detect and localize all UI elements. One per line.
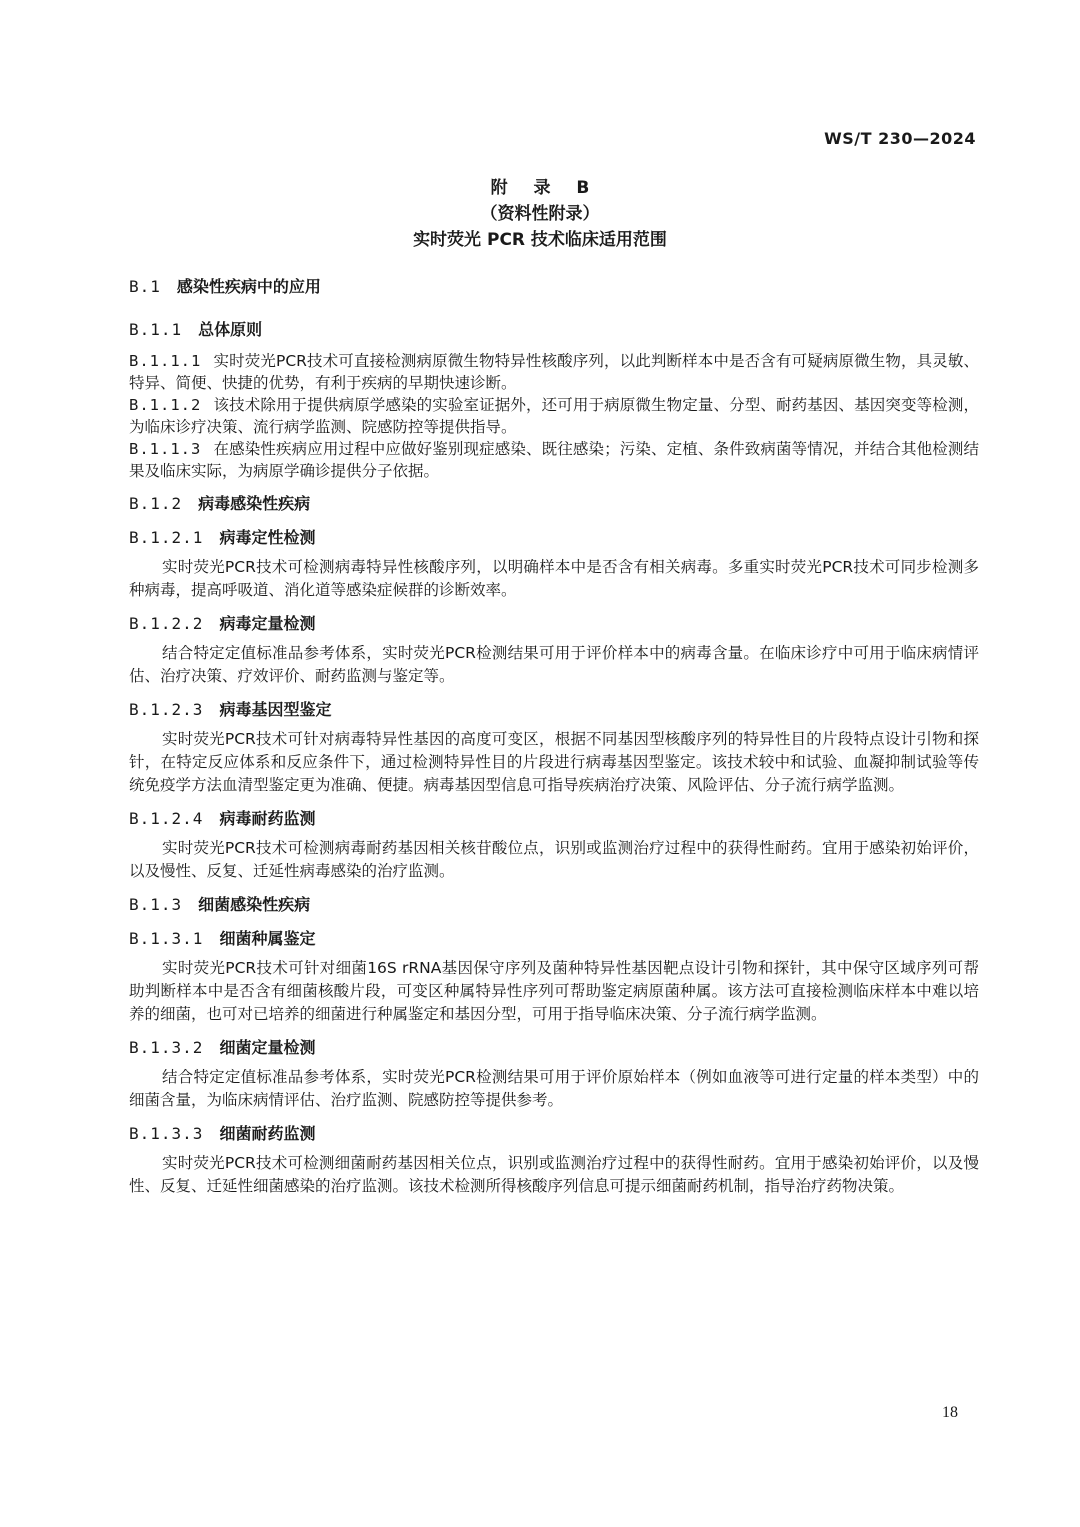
section-number: B.1.3.2 xyxy=(129,1038,204,1057)
section-title: 病毒定性检测 xyxy=(219,528,316,547)
section-number: B.1.2.3 xyxy=(129,700,204,719)
appendix-title-block xyxy=(0,175,1080,253)
section-heading-b12 xyxy=(129,490,979,518)
clause-text: 该技术除用于提供病原学感染的实验室证据外，还可用于病原微生物定量、分型、耐药基因、基因突变等检测，为临床诊疗决策、流行病学监测、院感防控等提供指导。 xyxy=(129,396,979,436)
section-title: 感染性疾病中的应用 xyxy=(176,277,321,296)
section-title: 细菌耐药监测 xyxy=(219,1124,316,1143)
standard-code: WS/T 230—2024 xyxy=(824,129,976,148)
clause-number: B.1.1.2 xyxy=(129,396,202,414)
section-title: 细菌定量检测 xyxy=(219,1038,316,1057)
section-title: 病毒耐药监测 xyxy=(219,809,316,828)
document-body xyxy=(129,272,979,1206)
appendix-title: 附 录 B xyxy=(490,178,600,198)
section-title: 细菌感染性疾病 xyxy=(198,895,311,914)
section-number: B.1.2.1 xyxy=(129,528,204,547)
page-number: 18 xyxy=(942,1404,958,1421)
clause-number: B.1.1.1 xyxy=(129,352,202,370)
section-title: 病毒定量检测 xyxy=(219,614,316,633)
paragraph-b124: 实时荧光PCR技术可检测病毒耐药基因相关核苷酸位点，识别或监测治疗过程中的获得性耐药。宜用于感染初始评价，以及慢性、反复、迁延性病毒感染的治疗监测。 xyxy=(129,839,979,880)
section-heading-b1 xyxy=(129,272,979,302)
section-heading-b121 xyxy=(129,524,979,552)
paragraph-b123: 实时荧光PCR技术可针对病毒特异性基因的高度可变区，根据不同基因型核酸序列的特异性目的片段特点设计引物和探针，在特定反应体系和反应条件下，通过检测特异性目的片段进行病毒基因型鉴定。该技术较中和试验、血凝抑制试验等传统免疫学方法血清型鉴定更为准确、便捷。病毒基因型信息可指导疾病治疗决策、风险评估、分子流行病学监测。 xyxy=(129,730,979,794)
appendix-subject: 实时荧光 PCR 技术临床适用范围 xyxy=(413,230,667,250)
section-number: B.1 xyxy=(129,277,161,296)
clause-text: 实时荧光PCR技术可直接检测病原微生物特异性核酸序列，以此判断样本中是否含有可疑病原微生物，具灵敏、特异、简便、快捷的优势，有利于疾病的早期快速诊断。 xyxy=(129,352,979,392)
section-number: B.1.2.2 xyxy=(129,614,204,633)
section-heading-b13 xyxy=(129,891,979,919)
section-title: 病毒基因型鉴定 xyxy=(219,700,332,719)
paragraph-b133: 实时荧光PCR技术可检测细菌耐药基因相关位点，识别或监测治疗过程中的获得性耐药。宜用于感染初始评价，以及慢性、反复、迁延性细菌感染的治疗监测。该技术检测所得核酸序列信息可提示细菌耐药机制，指导治疗药物决策。 xyxy=(129,1154,979,1195)
section-number: B.1.1 xyxy=(129,320,183,339)
clause-number: B.1.1.3 xyxy=(129,440,202,458)
clause-text: 在感染性疾病应用过程中应做好鉴别现症感染、既往感染；污染、定植、条件致病菌等情况，并结合其他检测结果及临床实际，为病原学确诊提供分子依据。 xyxy=(129,440,979,480)
section-heading-b122 xyxy=(129,610,979,638)
section-number: B.1.2.4 xyxy=(129,809,204,828)
section-title: 细菌种属鉴定 xyxy=(219,929,316,948)
paragraph-b121: 实时荧光PCR技术可检测病毒特异性核酸序列，以明确样本中是否含有相关病毒。多重实时荧光PCR技术可同步检测多种病毒，提高呼吸道、消化道等感染症候群的诊断效率。 xyxy=(129,558,979,599)
section-heading-b11 xyxy=(129,316,979,344)
paragraph-b132: 结合特定定值标准品参考体系，实时荧光PCR检测结果可用于评价原始样本（例如血液等可进行定量的样本类型）中的细菌含量，为临床病情评估、治疗监测、院感防控等提供参考。 xyxy=(129,1068,979,1109)
section-heading-b133 xyxy=(129,1120,979,1148)
clause-b112 xyxy=(129,394,979,438)
section-number: B.1.2 xyxy=(129,494,183,513)
section-number: B.1.3 xyxy=(129,895,183,914)
section-heading-b123 xyxy=(129,696,979,724)
section-number: B.1.3.1 xyxy=(129,929,204,948)
section-heading-b124 xyxy=(129,805,979,833)
appendix-type: （资料性附录） xyxy=(480,204,600,224)
section-number: B.1.3.3 xyxy=(129,1124,204,1143)
paragraph-b131: 实时荧光PCR技术可针对细菌16S rRNA基因保守序列及菌种特异性基因靶点设计引物和探针，其中保守区域序列可帮助判断样本中是否含有细菌核酸片段，可变区种属特异性序列可帮助鉴定病原菌种属。该方法可直接检测临床样本中难以培养的细菌，也可对已培养的细菌进行种属鉴定和基因分型，可用于指导临床决策、分子流行病学监测。 xyxy=(129,959,979,1023)
clause-b111 xyxy=(129,350,979,394)
clause-b113 xyxy=(129,438,979,482)
paragraph-b122: 结合特定定值标准品参考体系，实时荧光PCR检测结果可用于评价样本中的病毒含量。在临床诊疗中可用于临床病情评估、治疗决策、疗效评价、耐药监测与鉴定等。 xyxy=(129,644,979,685)
section-heading-b132 xyxy=(129,1034,979,1062)
section-title: 病毒感染性疾病 xyxy=(198,494,311,513)
section-heading-b131 xyxy=(129,925,979,953)
section-title: 总体原则 xyxy=(198,320,263,339)
